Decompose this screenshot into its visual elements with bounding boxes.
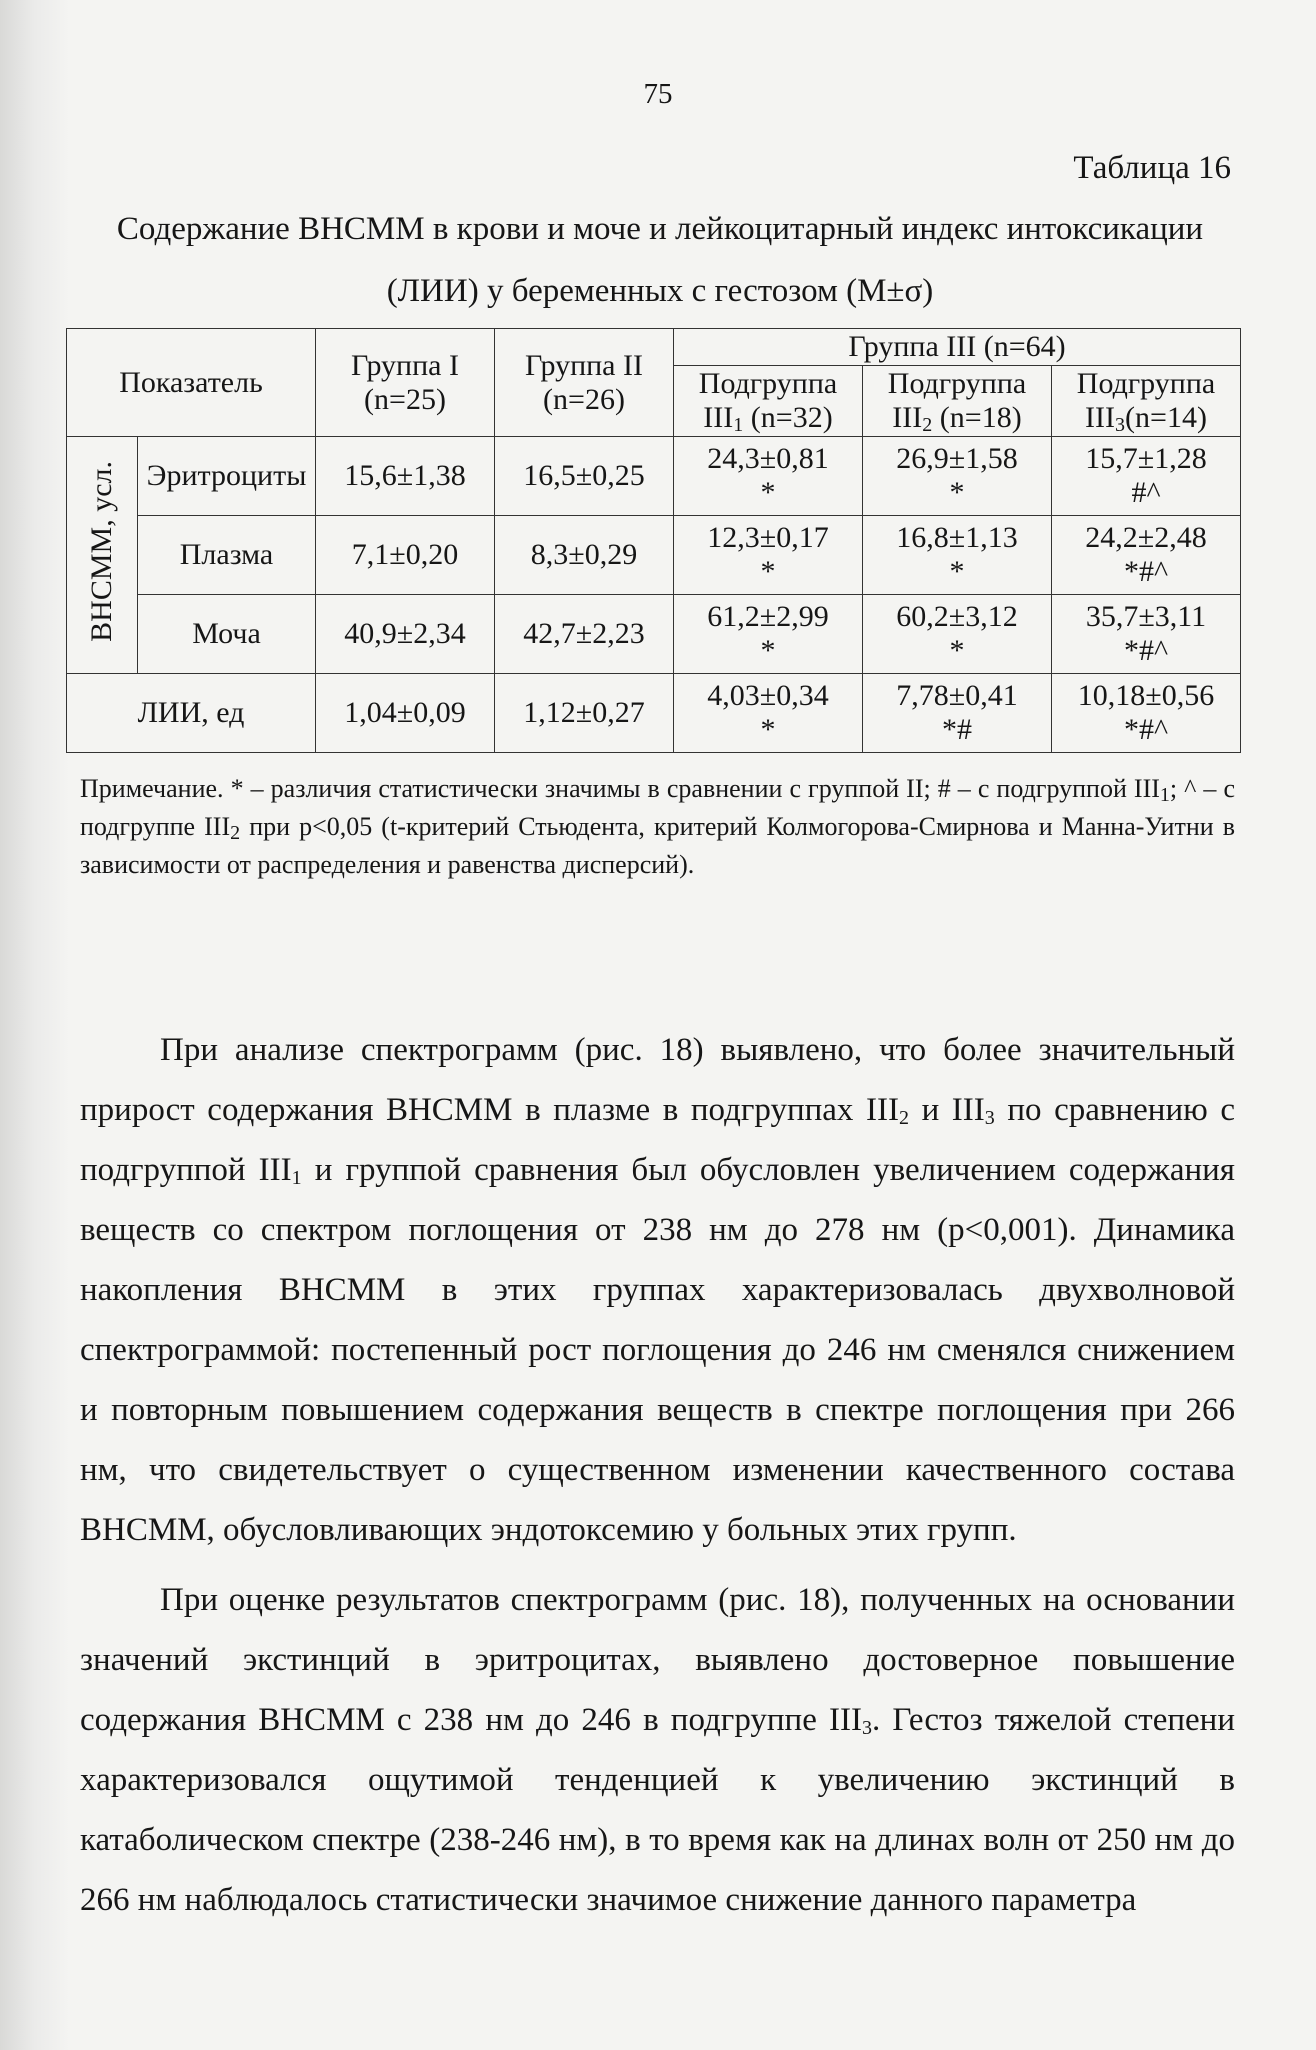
cell-g2: 16,5±0,25 xyxy=(495,437,674,516)
cell-g2: 42,7±2,23 xyxy=(495,595,674,674)
sub3-code: $III_3(n=14)$ xyxy=(1085,401,1207,436)
cell-s1: 4,03±0,34 * xyxy=(674,674,863,753)
table-row xyxy=(67,674,1241,753)
cell-s2: 26,9±1,58 * xyxy=(863,437,1052,516)
cell-s3: 10,18±0,56 *#^ xyxy=(1052,674,1241,753)
data-table xyxy=(66,328,1241,753)
cell-s1: 61,2±2,99 * xyxy=(674,595,863,674)
vertical-label-cell xyxy=(67,437,138,674)
table-caption: Содержание ВНСММ в крови и моче и лейкоцитарный индекс интоксикации (ЛИИ) у беременных с гестозом (M±σ) xyxy=(116,211,1204,309)
cell-s1: 24,3±0,81 * xyxy=(674,437,863,516)
cell-s1: 12,3±0,17 * xyxy=(674,516,863,595)
body-text xyxy=(80,1020,1235,1930)
header-sub1 xyxy=(674,366,863,437)
cell-g1: 15,6±1,38 xyxy=(316,437,495,516)
scan-edge-shadow xyxy=(0,0,70,2050)
table-header-row xyxy=(67,329,1241,366)
group2-n: (n=26) xyxy=(543,382,625,416)
row-label: Моча xyxy=(138,595,316,674)
cell-s2: 7,78±0,41 *# xyxy=(863,674,1052,753)
table-row xyxy=(67,595,1241,674)
table-label: Таблица 16 xyxy=(1073,150,1231,186)
header-group3: Группа III (n=64) xyxy=(674,329,1241,366)
header-group1 xyxy=(316,329,495,437)
sub2-name: Подгруппа xyxy=(887,367,1027,400)
table-row xyxy=(67,516,1241,595)
group2-name: Группа II xyxy=(525,348,643,382)
cell-s3: 35,7±3,11 *#^ xyxy=(1052,595,1241,674)
group1-n: (n=25) xyxy=(364,382,446,416)
page-number: 75 xyxy=(643,78,673,110)
cell-s3: 24,2±2,48 *#^ xyxy=(1052,516,1241,595)
cell-s2: 16,8±1,13 * xyxy=(863,516,1052,595)
cell-g1: 1,04±0,09 xyxy=(316,674,495,753)
header-group2 xyxy=(495,329,674,437)
cell-s2: 60,2±3,12 * xyxy=(863,595,1052,674)
group1-name: Группа I xyxy=(351,348,459,382)
paragraph: При оценке результатов спектрограмм (рис. 18), полученных на основании значений экстинций в эритроцитах, выявлено достоверное повышение содержания ВНСММ с 238 нм до 246 в подгруппе $III_3$. Гестоз тяжелой степени характеризовался ощутимой тенденцией к увеличению экстинций в катаболическом спектре (238-246 нм), в то время как на длинах волн от 250 нм до 266 нм наблюдалось статистически значимое снижение данного параметра xyxy=(80,1582,1235,1918)
sub1-name: Подгруппа xyxy=(698,367,838,400)
header-indicator: Показатель xyxy=(67,329,316,437)
sub2-code: $III_2$ (n=18) xyxy=(892,401,1022,436)
vertical-label: ВНСММ, усл. xyxy=(85,460,118,642)
paragraph: При анализе спектрограмм (рис. 18) выявлено, что более значительный прирост содержания ВНСММ в плазме в подгруппах $III_2$ и $III_3$ по сравнению с подгруппой $III_1$ и группой сравнения был обусловлен увеличением содержания веществ со спектром поглощения от 238 нм до 278 нм (p<0,001). Динамика накопления ВНСММ в этих группах характеризовалась двухволновой спектрограммой: постепенный рост поглощения до 246 нм сменялся снижением и повторным повышением содержания веществ в спектре поглощения при 266 нм, что свидетельствует о существенном изменении качественного состава ВНСММ, обусловливающих эндотоксемию у больных этих групп. xyxy=(80,1032,1235,1548)
cell-g1: 40,9±2,34 xyxy=(316,595,495,674)
cell-g1: 7,1±0,20 xyxy=(316,516,495,595)
table-note: Примечание. * – различия статистически значимы в сравнении с группой II; # – с подгруппой $III_1$; ^ – с подгруппе $III_2$ при p<0,05 (t-критерий Стьюдента, критерий Колмогорова-Смирнова и Манна-Уитни в зависимости от распределения и равенства дисперсий). xyxy=(80,774,1235,879)
sub3-name: Подгруппа xyxy=(1076,367,1216,400)
header-sub2 xyxy=(863,366,1052,437)
row-label: Эритроциты xyxy=(138,437,316,516)
row-label: Плазма xyxy=(138,516,316,595)
cell-g2: 1,12±0,27 xyxy=(495,674,674,753)
cell-g2: 8,3±0,29 xyxy=(495,516,674,595)
row-label: ЛИИ, ед xyxy=(67,674,316,753)
header-sub3 xyxy=(1052,366,1241,437)
cell-s3: 15,7±1,28 #^ xyxy=(1052,437,1241,516)
sub1-code: $III_1$ (n=32) xyxy=(703,401,833,436)
table-row xyxy=(67,437,1241,516)
